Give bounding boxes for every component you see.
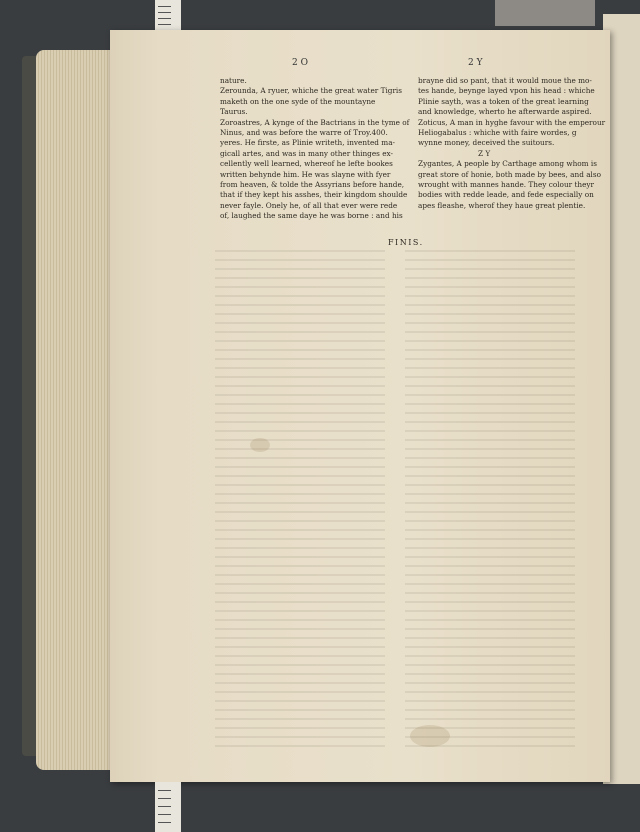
text-line: brayne did so pant, that it would moue the mo- <box>418 76 592 85</box>
bleed-through-right <box>405 250 575 750</box>
right-column <box>418 76 605 211</box>
text-line: from heaven, & tolde the Assyrians before hande, <box>220 180 405 190</box>
folio-left: 2 O <box>292 58 308 68</box>
text-line: Zoroastres, A kynge of the Bactrians in the tyme of <box>220 117 410 127</box>
scale-ruler-top <box>155 0 181 34</box>
bleed-through-left <box>215 250 385 750</box>
text-line: cellently well learned, whereof he lefte bookes <box>220 159 393 169</box>
text-line: bodies with redde leade, and fede especially on <box>418 190 594 200</box>
scale-ruler-bottom <box>155 782 181 832</box>
text-line: written behynde him. He was slayne with fyer <box>220 169 391 179</box>
text-line: Plinie sayth, was a token of the great learning <box>418 96 589 106</box>
stain <box>410 725 450 747</box>
folio-right: 2 Y <box>468 58 483 68</box>
text-line: maketh on the one syde of the mountayne <box>220 96 376 106</box>
text-line: Zoticus, A man in hyghe favour with the emperour <box>418 117 606 127</box>
ink-spot <box>250 438 270 452</box>
clip-tab <box>495 0 595 26</box>
left-column <box>220 76 409 222</box>
text-line: apes fleashe, wherof they haue great plentie. <box>418 200 586 210</box>
text-line: tes hande, beynge layed vpon his head : whiche <box>418 86 595 96</box>
finis-mark: FINIS. <box>388 238 424 247</box>
section-letter: Z Y <box>478 148 491 158</box>
text-line: gicall artes, and was in many other thinges ex- <box>220 148 394 158</box>
text-line: that if they kept his asshes, their kingdom shoulde <box>220 190 408 200</box>
text-line: wynne money, deceived the suitours. <box>418 138 555 148</box>
text-line: of, laughed the same daye he was borne : and his <box>220 211 403 221</box>
text-line: Zerounda, A ryuer, whiche the great water Tigris <box>220 86 403 96</box>
text-line: Zygantes, A people by Carthage among whom is <box>418 159 597 169</box>
text-line: and knowledge, wherto he afterwarde aspired. <box>418 107 592 117</box>
text-line: yeres. He firste, as Plinie writeth, invented ma- <box>220 138 396 148</box>
text-line: Ninus, and was before the warre of Troy.400. <box>220 128 388 138</box>
text-line: Heliogabalus : whiche with faire wordes, g <box>418 128 577 138</box>
text-line: Taurus. <box>220 107 248 117</box>
text-line: never fayle. Onely he, of all that ever were rede <box>220 200 398 210</box>
text-line: wrought with mannes hande. They colour theyr <box>418 180 595 190</box>
text-line: great store of honie, both made by bees, and also <box>418 169 602 179</box>
text-line: nature. <box>220 76 247 85</box>
